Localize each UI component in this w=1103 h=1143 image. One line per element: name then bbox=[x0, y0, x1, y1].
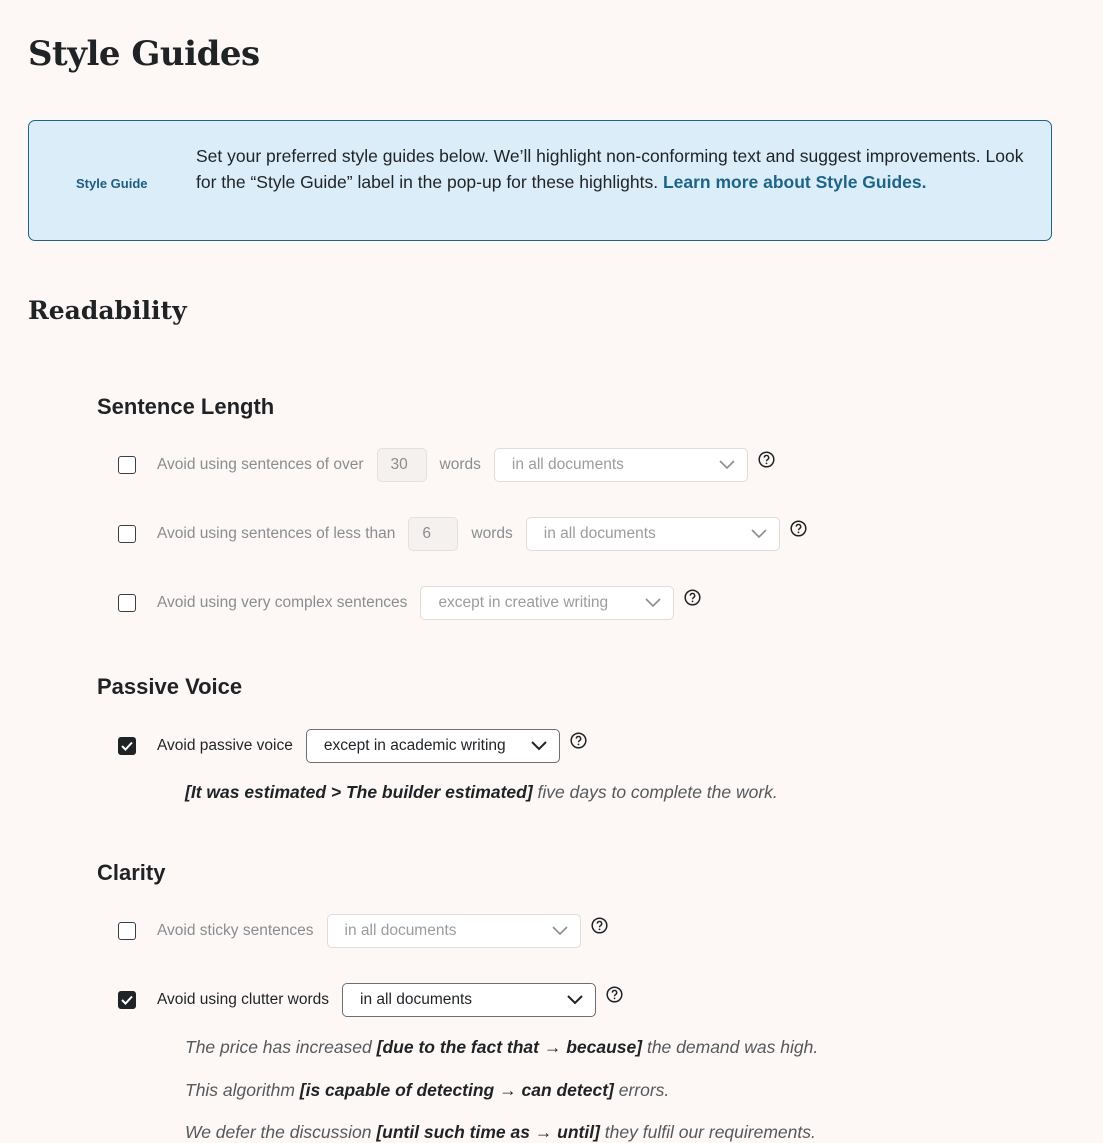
sentences-over-label: Avoid using sentences of over bbox=[157, 456, 364, 473]
rule-sticky-sentences bbox=[118, 914, 608, 948]
clutter-example-correction: [until such time as → until] bbox=[376, 1122, 600, 1142]
style-guide-label: Style Guide bbox=[76, 176, 148, 191]
sticky-sentences-scope-value: in all documents bbox=[344, 922, 457, 939]
complex-sentences-label: Avoid using very complex sentences bbox=[157, 594, 408, 611]
sentences-under-scope-select[interactable] bbox=[526, 517, 780, 551]
chevron-down-icon bbox=[567, 995, 583, 1005]
clutter-words-checkbox[interactable] bbox=[118, 991, 136, 1009]
clutter-example-post: the demand was high. bbox=[642, 1037, 819, 1057]
sentences-over-checkbox[interactable] bbox=[118, 456, 136, 474]
clutter-example bbox=[185, 1122, 816, 1143]
clutter-example-pre: This algorithm bbox=[185, 1080, 300, 1100]
clutter-example bbox=[185, 1080, 669, 1101]
passive-voice-example-text: five days to complete the work. bbox=[532, 782, 778, 802]
complex-sentences-scope-select[interactable] bbox=[420, 586, 674, 620]
passive-voice-example bbox=[185, 782, 778, 803]
clutter-words-label: Avoid using clutter words bbox=[157, 991, 330, 1008]
complex-sentences-scope-value: except in creative writing bbox=[438, 594, 609, 611]
help-circle-icon[interactable] bbox=[790, 520, 807, 537]
page-title: Style Guides bbox=[28, 34, 260, 74]
info-description: Set your preferred style guides below. We’ll highlight non-conforming text and suggest improvements. Look for the “Style Guide” label in the pop-up for these highlights. bbox=[196, 146, 1024, 192]
passive-voice-heading: Passive Voice bbox=[97, 674, 243, 699]
readability-heading: Readability bbox=[28, 296, 187, 325]
sentence-length-heading: Sentence Length bbox=[97, 394, 275, 419]
style-guide-info-banner bbox=[28, 120, 1052, 241]
sentences-under-unit: words bbox=[471, 525, 513, 542]
chevron-down-icon bbox=[552, 926, 568, 936]
chevron-down-icon bbox=[751, 529, 767, 539]
sentences-under-checkbox[interactable] bbox=[118, 525, 136, 543]
sentences-over-value-input[interactable]: 30 bbox=[377, 448, 427, 482]
sticky-sentences-scope-select[interactable] bbox=[327, 914, 581, 948]
rule-clutter-words bbox=[118, 983, 623, 1017]
help-circle-icon[interactable] bbox=[606, 986, 623, 1003]
passive-voice-checkbox[interactable] bbox=[118, 737, 136, 755]
sentences-over-scope-value: in all documents bbox=[511, 456, 624, 473]
sentences-under-value-input[interactable]: 6 bbox=[408, 517, 458, 551]
rule-passive-voice bbox=[118, 729, 587, 763]
clutter-example-post: errors. bbox=[613, 1080, 670, 1100]
passive-voice-label: Avoid passive voice bbox=[157, 737, 293, 754]
sentences-under-scope-value: in all documents bbox=[543, 525, 656, 542]
chevron-down-icon bbox=[645, 598, 661, 608]
chevron-down-icon bbox=[531, 741, 547, 751]
learn-more-link[interactable]: Learn more about Style Guides. bbox=[662, 171, 927, 192]
passive-voice-scope-value: except in academic writing bbox=[323, 737, 506, 754]
clutter-example-pre: The price has increased bbox=[185, 1037, 377, 1057]
info-text bbox=[196, 144, 1026, 195]
help-circle-icon[interactable] bbox=[570, 732, 587, 749]
complex-sentences-checkbox[interactable] bbox=[118, 594, 136, 612]
clutter-words-scope-select[interactable] bbox=[342, 983, 596, 1017]
clutter-example bbox=[185, 1037, 818, 1058]
help-circle-icon[interactable] bbox=[684, 589, 701, 606]
clutter-example-correction: [is capable of detecting → can detect] bbox=[299, 1080, 614, 1100]
rule-sentences-over bbox=[118, 448, 775, 482]
clutter-example-pre: We defer the discussion bbox=[185, 1122, 377, 1142]
clarity-heading: Clarity bbox=[97, 860, 166, 885]
sentences-under-label: Avoid using sentences of less than bbox=[157, 525, 396, 542]
chevron-down-icon bbox=[719, 460, 735, 470]
help-circle-icon[interactable] bbox=[758, 451, 775, 468]
rule-complex-sentences bbox=[118, 586, 701, 620]
clutter-words-scope-value: in all documents bbox=[360, 991, 473, 1008]
sticky-sentences-checkbox[interactable] bbox=[118, 922, 136, 940]
sentences-over-unit: words bbox=[439, 456, 481, 473]
sticky-sentences-label: Avoid sticky sentences bbox=[157, 922, 314, 939]
passive-voice-example-correction: [It was estimated > The builder estimated] bbox=[185, 782, 533, 802]
sentences-over-scope-select[interactable] bbox=[494, 448, 748, 482]
clutter-example-post: they fulfil our requirements. bbox=[599, 1122, 816, 1142]
passive-voice-scope-select[interactable] bbox=[306, 729, 560, 763]
help-circle-icon[interactable] bbox=[591, 917, 608, 934]
rule-sentences-under bbox=[118, 517, 807, 551]
clutter-example-correction: [due to the fact that → because] bbox=[376, 1037, 643, 1057]
